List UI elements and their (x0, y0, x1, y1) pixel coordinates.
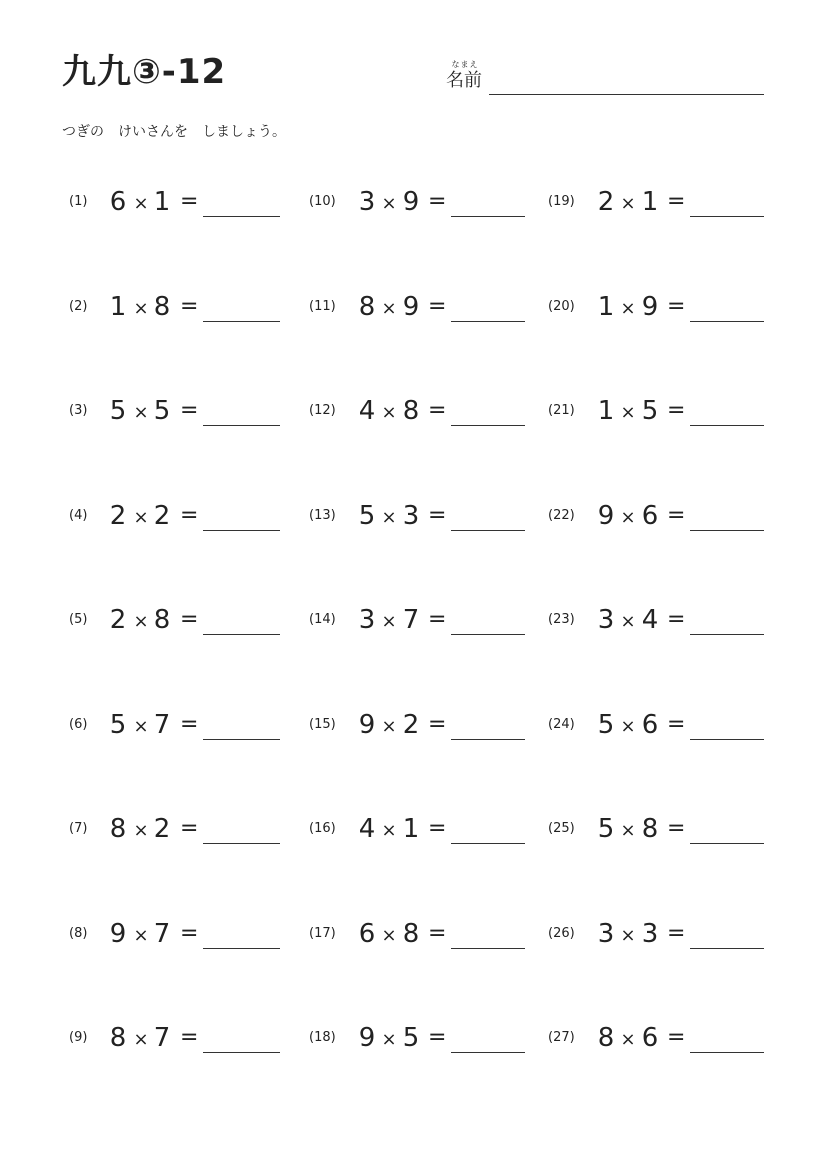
multiply-sign: × (620, 925, 636, 946)
equals-sign: = (428, 189, 447, 214)
first-operand: 9 (358, 710, 376, 740)
multiply-sign: × (133, 298, 149, 319)
equals-sign: = (428, 503, 447, 528)
second-operand: 8 (402, 919, 420, 949)
equals-sign: = (180, 921, 199, 946)
first-operand: 4 (358, 396, 376, 426)
problem (0, 391, 827, 431)
problem-number: (7) (69, 821, 88, 836)
multiply-sign: × (381, 193, 397, 214)
second-operand: 7 (153, 710, 171, 740)
multiply-sign: × (620, 193, 636, 214)
problem (0, 914, 827, 954)
problem-number: (13) (309, 508, 336, 523)
multiply-sign: × (133, 925, 149, 946)
multiply-sign: × (133, 1029, 149, 1050)
problem-number: (10) (309, 194, 336, 209)
multiply-sign: × (133, 611, 149, 632)
equals-sign: = (667, 294, 686, 319)
problem-number: (20) (548, 299, 575, 314)
answer-blank[interactable] (690, 948, 764, 949)
equals-sign: = (667, 816, 686, 841)
problem-number: (21) (548, 403, 575, 418)
second-operand: 2 (153, 501, 171, 531)
name-ruby: なまえ (451, 60, 479, 69)
problem-number: (24) (548, 717, 575, 732)
multiply-sign: × (133, 820, 149, 841)
first-operand: 3 (597, 919, 615, 949)
multiply-sign: × (381, 298, 397, 319)
problem-number: (12) (309, 403, 336, 418)
problem-number: (8) (69, 926, 88, 941)
second-operand: 1 (641, 187, 659, 217)
equals-sign: = (180, 503, 199, 528)
multiply-sign: × (133, 716, 149, 737)
second-operand: 8 (153, 292, 171, 322)
problem-number: (1) (69, 194, 88, 209)
first-operand: 3 (358, 605, 376, 635)
first-operand: 1 (597, 396, 615, 426)
equals-sign: = (428, 921, 447, 946)
first-operand: 8 (109, 814, 127, 844)
problem-number: (3) (69, 403, 88, 418)
second-operand: 9 (641, 292, 659, 322)
answer-blank[interactable] (690, 843, 764, 844)
first-operand: 4 (358, 814, 376, 844)
problem-number: (11) (309, 299, 336, 314)
equals-sign: = (667, 607, 686, 632)
multiply-sign: × (620, 820, 636, 841)
answer-blank[interactable] (690, 321, 764, 322)
multiply-sign: × (620, 716, 636, 737)
multiply-sign: × (381, 1029, 397, 1050)
second-operand: 2 (402, 710, 420, 740)
equals-sign: = (667, 1025, 686, 1050)
name-label: 名前 (446, 70, 482, 91)
second-operand: 7 (153, 919, 171, 949)
problem-number: (22) (548, 508, 575, 523)
multiply-sign: × (381, 820, 397, 841)
multiply-sign: × (381, 716, 397, 737)
equals-sign: = (180, 398, 199, 423)
second-operand: 2 (153, 814, 171, 844)
multiply-sign: × (620, 1029, 636, 1050)
equals-sign: = (428, 294, 447, 319)
multiply-sign: × (381, 507, 397, 528)
equals-sign: = (180, 189, 199, 214)
answer-blank[interactable] (690, 1052, 764, 1053)
answer-blank[interactable] (690, 634, 764, 635)
second-operand: 6 (641, 1023, 659, 1053)
first-operand: 8 (109, 1023, 127, 1053)
equals-sign: = (667, 712, 686, 737)
equals-sign: = (428, 398, 447, 423)
instruction-text: つぎの けいさんを しましょう。 (62, 124, 286, 140)
problem-number: (26) (548, 926, 575, 941)
first-operand: 9 (597, 501, 615, 531)
problem-number: (27) (548, 1030, 575, 1045)
first-operand: 5 (597, 710, 615, 740)
multiply-sign: × (133, 402, 149, 423)
multiply-sign: × (620, 298, 636, 319)
first-operand: 2 (597, 187, 615, 217)
problem (0, 182, 827, 222)
second-operand: 6 (641, 501, 659, 531)
problem-number: (19) (548, 194, 575, 209)
equals-sign: = (180, 607, 199, 632)
first-operand: 5 (109, 396, 127, 426)
first-operand: 2 (109, 501, 127, 531)
equals-sign: = (180, 294, 199, 319)
answer-blank[interactable] (690, 216, 764, 217)
second-operand: 8 (402, 396, 420, 426)
first-operand: 8 (597, 1023, 615, 1053)
problem-number: (9) (69, 1030, 88, 1045)
problem-number: (5) (69, 612, 88, 627)
equals-sign: = (180, 1025, 199, 1050)
first-operand: 5 (109, 710, 127, 740)
second-operand: 3 (641, 919, 659, 949)
equals-sign: = (428, 712, 447, 737)
first-operand: 1 (597, 292, 615, 322)
first-operand: 3 (358, 187, 376, 217)
problem (0, 600, 827, 640)
second-operand: 9 (402, 187, 420, 217)
multiply-sign: × (620, 402, 636, 423)
second-operand: 4 (641, 605, 659, 635)
multiply-sign: × (620, 611, 636, 632)
problem-number: (23) (548, 612, 575, 627)
equals-sign: = (180, 712, 199, 737)
multiply-sign: × (133, 507, 149, 528)
multiply-sign: × (381, 402, 397, 423)
equals-sign: = (428, 1025, 447, 1050)
first-operand: 5 (358, 501, 376, 531)
problem-number: (4) (69, 508, 88, 523)
first-operand: 5 (597, 814, 615, 844)
first-operand: 9 (109, 919, 127, 949)
problem (0, 705, 827, 745)
second-operand: 1 (402, 814, 420, 844)
second-operand: 8 (153, 605, 171, 635)
problem-number: (18) (309, 1030, 336, 1045)
second-operand: 7 (402, 605, 420, 635)
second-operand: 7 (153, 1023, 171, 1053)
second-operand: 3 (402, 501, 420, 531)
second-operand: 6 (641, 710, 659, 740)
second-operand: 5 (402, 1023, 420, 1053)
second-operand: 5 (641, 396, 659, 426)
problem-number: (6) (69, 717, 88, 732)
problem (0, 496, 827, 536)
first-operand: 1 (109, 292, 127, 322)
first-operand: 6 (109, 187, 127, 217)
equals-sign: = (180, 816, 199, 841)
equals-sign: = (428, 607, 447, 632)
first-operand: 3 (597, 605, 615, 635)
answer-blank[interactable] (690, 739, 764, 740)
equals-sign: = (667, 398, 686, 423)
second-operand: 8 (641, 814, 659, 844)
problem-number: (17) (309, 926, 336, 941)
first-operand: 2 (109, 605, 127, 635)
equals-sign: = (428, 816, 447, 841)
answer-blank[interactable] (690, 530, 764, 531)
problem (0, 1018, 827, 1058)
page-title: 九九③-12 (62, 52, 227, 92)
first-operand: 6 (358, 919, 376, 949)
problem-number: (14) (309, 612, 336, 627)
multiply-sign: × (620, 507, 636, 528)
first-operand: 8 (358, 292, 376, 322)
problem-number: (2) (69, 299, 88, 314)
problem-number: (25) (548, 821, 575, 836)
equals-sign: = (667, 921, 686, 946)
second-operand: 9 (402, 292, 420, 322)
multiply-sign: × (381, 611, 397, 632)
multiply-sign: × (133, 193, 149, 214)
problem (0, 287, 827, 327)
problem (0, 809, 827, 849)
multiply-sign: × (381, 925, 397, 946)
second-operand: 5 (153, 396, 171, 426)
problem-number: (16) (309, 821, 336, 836)
answer-blank[interactable] (690, 425, 764, 426)
problem-number: (15) (309, 717, 336, 732)
equals-sign: = (667, 503, 686, 528)
first-operand: 9 (358, 1023, 376, 1053)
second-operand: 1 (153, 187, 171, 217)
equals-sign: = (667, 189, 686, 214)
